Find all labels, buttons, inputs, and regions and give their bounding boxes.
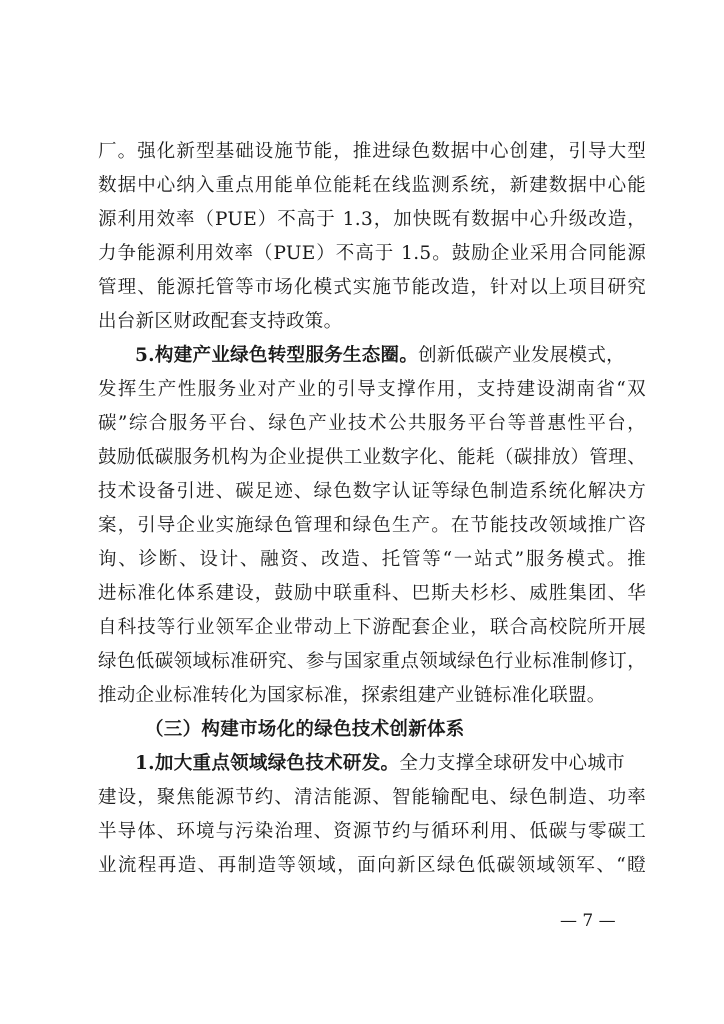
paragraph-2-line-3: 碳”综合服务平台、绿色产业技术公共服务平台等普惠性平台， xyxy=(98,413,646,434)
section-heading: （三）构建市场化的绿色技术创新体系 xyxy=(145,719,465,740)
paragraph-1-line-3: 源利用效率（PUE）不高于 1.3，加快既有数据中心升级改造， xyxy=(98,209,646,230)
paragraph-3-first-line xyxy=(135,750,646,778)
paragraph-1-line-1: 厂。强化新型基础设施节能，推进绿色数据中心创建，引导大型 xyxy=(98,141,646,162)
paragraph-1-line-5: 管理、能源托管等市场化模式实施节能改造，针对以上项目研究 xyxy=(98,277,646,298)
paragraph-2-line-2: 发挥生产性服务业对产业的引导支撑作用，支持建设湖南省“双 xyxy=(98,379,646,400)
paragraph-2-line-7: 询、诊断、设计、融资、改造、托管等“一站式”服务模式。推 xyxy=(98,549,646,570)
paragraph-2-line-8: 进标准化体系建设，鼓励中联重科、巴斯夫杉杉、威胜集团、华 xyxy=(98,583,646,604)
paragraph-1-line-2: 数据中心纳入重点用能单位能耗在线监测系统，新建数据中心能 xyxy=(98,175,646,196)
paragraph-2-first-line-text: 创新低碳产业发展模式， xyxy=(418,345,625,366)
paragraph-2-line-9: 自科技等行业领军企业带动上下游配套企业，联合高校院所开展 xyxy=(98,617,646,638)
paragraph-2-heading: 5.构建产业绿色转型服务生态圈。 xyxy=(135,345,419,366)
paragraph-2-line-4: 鼓励低碳服务机构为企业提供工业数字化、能耗（碳排放）管理、 xyxy=(98,447,646,468)
paragraph-2-line-11: 推动企业标准转化为国家标准，探索组建产业链标准化联盟。 xyxy=(98,685,606,706)
page-number: — 7 — xyxy=(560,911,616,931)
paragraph-3-line-2: 建设，聚焦能源节约、清洁能源、智能输配电、绿色制造、功率 xyxy=(98,787,646,808)
paragraph-2-line-5: 技术设备引进、碳足迹、绿色数字认证等绿色制造系统化解决方 xyxy=(98,481,646,502)
paragraph-3-line-4: 业流程再造、再制造等领域，面向新区绿色低碳领域领军、“瞪 xyxy=(98,855,646,876)
paragraph-3-first-line-text: 全力支撑全球研发中心城市 xyxy=(399,753,625,774)
paragraph-3-heading: 1.加大重点领域绿色技术研发。 xyxy=(135,753,400,774)
paragraph-2-line-10: 绿色低碳领域标准研究、参与国家重点领域绿色行业标准制修订， xyxy=(98,651,646,672)
paragraph-1-line-4: 力争能源利用效率（PUE）不高于 1.5。鼓励企业采用合同能源 xyxy=(98,243,646,264)
paragraph-3-line-3: 半导体、环境与污染治理、资源节约与循环利用、低碳与零碳工 xyxy=(98,821,646,842)
paragraph-1-line-6: 出台新区财政配套支持政策。 xyxy=(98,311,343,332)
paragraph-2-line-6: 案，引导企业实施绿色管理和绿色生产。在节能技改领域推广咨 xyxy=(98,515,646,536)
paragraph-2-first-line xyxy=(135,342,646,370)
